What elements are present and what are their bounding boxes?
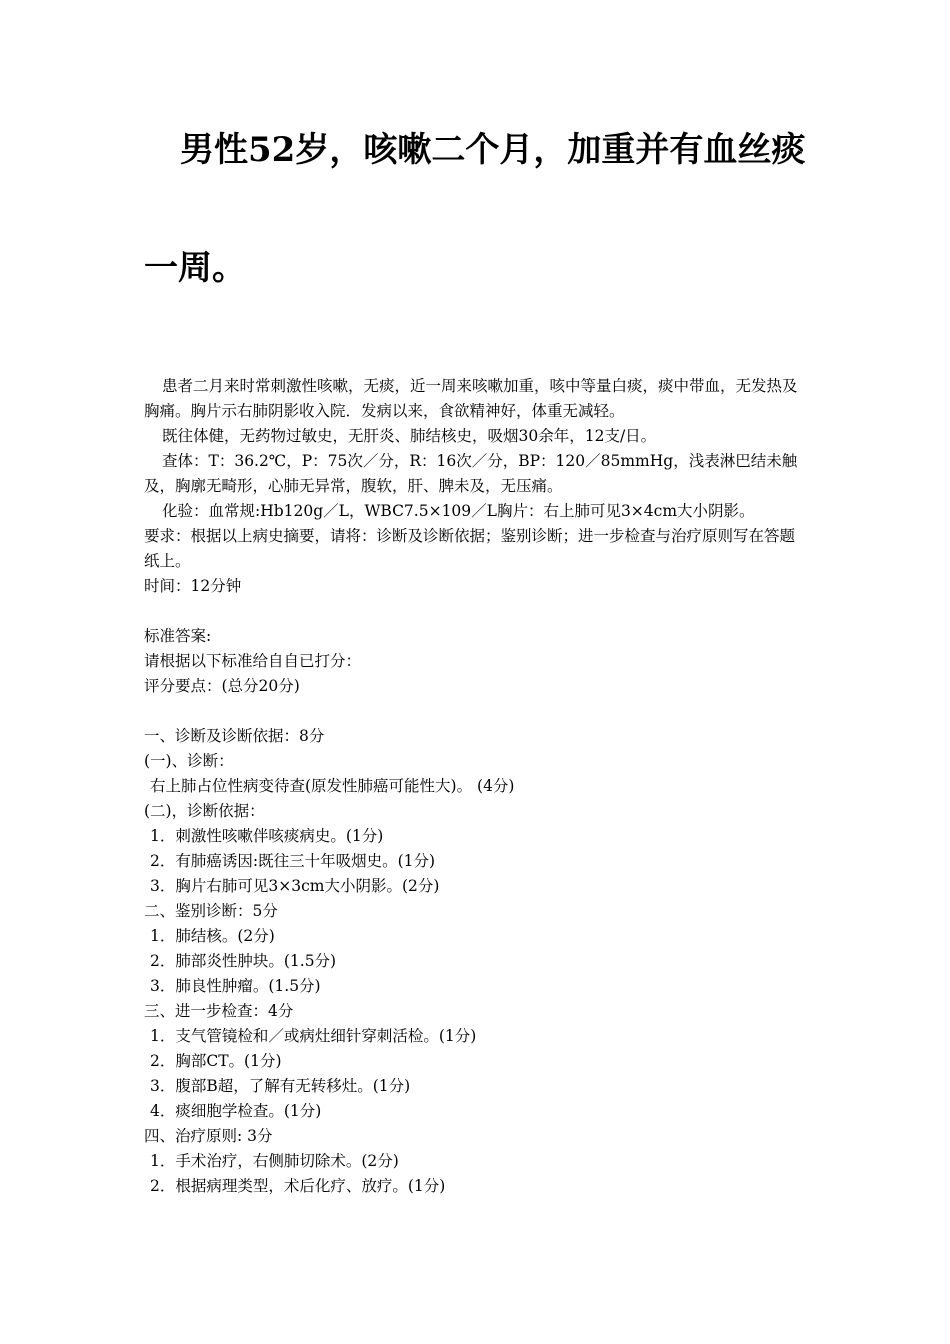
basis-item: 3．胸片右肺可见3×3cm大小阴影。(2分) — [150, 877, 440, 895]
further-exam-item: 1．支气管镜检和／或病灶细针穿刺活检。(1分) — [150, 1027, 477, 1045]
differential-item: 3．肺良性肿瘤。(1.5分) — [150, 977, 321, 995]
further-exam-item: 2．胸部CT。(1分) — [150, 1052, 282, 1070]
answer-instruction: 请根据以下标准给自自已打分： — [144, 652, 362, 670]
answer-scoring: 评分要点：(总分20分) — [144, 677, 300, 695]
section-treatment-title: 四、治疗原则: 3分 — [144, 1127, 273, 1145]
document-title-line2: 一周。 — [144, 248, 246, 288]
case-physical-exam: 查体：T：36.2℃，P：75次／分，R：16次／分，BP：120／85mmHg，浅表淋巴结未触及，胸廓无畸形，心肺无异常，腹软，肝、脾未及，无压痛。 — [144, 452, 798, 495]
section-diagnosis-sub1: (一)、诊断： — [144, 752, 234, 770]
differential-item: 2．肺部炎性肿块。(1.5分) — [150, 952, 337, 970]
case-history: 患者二月来时常刺激性咳嗽，无痰，近一周来咳嗽加重，咳中等量白痰，痰中带血，无发热及胸痛。胸片示右肺阴影收入院．发病以来，食欲精神好，体重无减轻。 — [144, 377, 798, 420]
basis-item: 1．刺激性咳嗽伴咳痰病史。(1分) — [150, 827, 384, 845]
case-past-history: 既往体健，无药物过敏史，无肝炎、肺结核史，吸烟30余年，12支/日。 — [162, 427, 657, 445]
case-lab-results: 化验：血常规:Hb120g／L，WBC7.5×109／L胸片：右上肺可见3×4cm大小阴影。 — [162, 502, 755, 520]
section-further-exam-title: 三、进一步检查：4分 — [144, 1002, 294, 1020]
spacer — [144, 699, 810, 724]
spacer — [144, 599, 810, 624]
diagnosis-text: 右上肺占位性病变待查(原发性肺癌可能性大)。 (4分) — [150, 777, 515, 795]
section-diagnosis-sub2: (二)，诊断依据： — [144, 802, 265, 820]
section-diagnosis-title: 一、诊断及诊断依据：8分 — [144, 727, 325, 745]
basis-item: 2．有肺癌诱因:既往三十年吸烟史。(1分) — [150, 852, 436, 870]
answer-heading: 标准答案: — [144, 627, 212, 645]
treatment-item: 1．手术治疗，右侧肺切除术。(2分) — [150, 1152, 399, 1170]
document-title-line1: 男性52岁，咳嗽二个月，加重并有血丝痰 — [180, 130, 806, 170]
case-time: 时间：12分钟 — [144, 577, 242, 595]
further-exam-item: 4．痰细胞学检查。(1分) — [150, 1102, 322, 1120]
differential-item: 1．肺结核。(2分) — [150, 927, 275, 945]
case-requirement: 要求：根据以上病史摘要，请将：诊断及诊断依据；鉴别诊断；进一步检查与治疗原则写在答题纸上。 — [144, 527, 796, 570]
further-exam-item: 3．腹部B超，了解有无转移灶。(1分) — [150, 1077, 411, 1095]
treatment-item: 2．根据病理类型，术后化疗、放疗。(1分) — [150, 1177, 446, 1195]
document-body — [144, 374, 810, 1199]
section-differential-title: 二、鉴别诊断：5分 — [144, 902, 278, 920]
